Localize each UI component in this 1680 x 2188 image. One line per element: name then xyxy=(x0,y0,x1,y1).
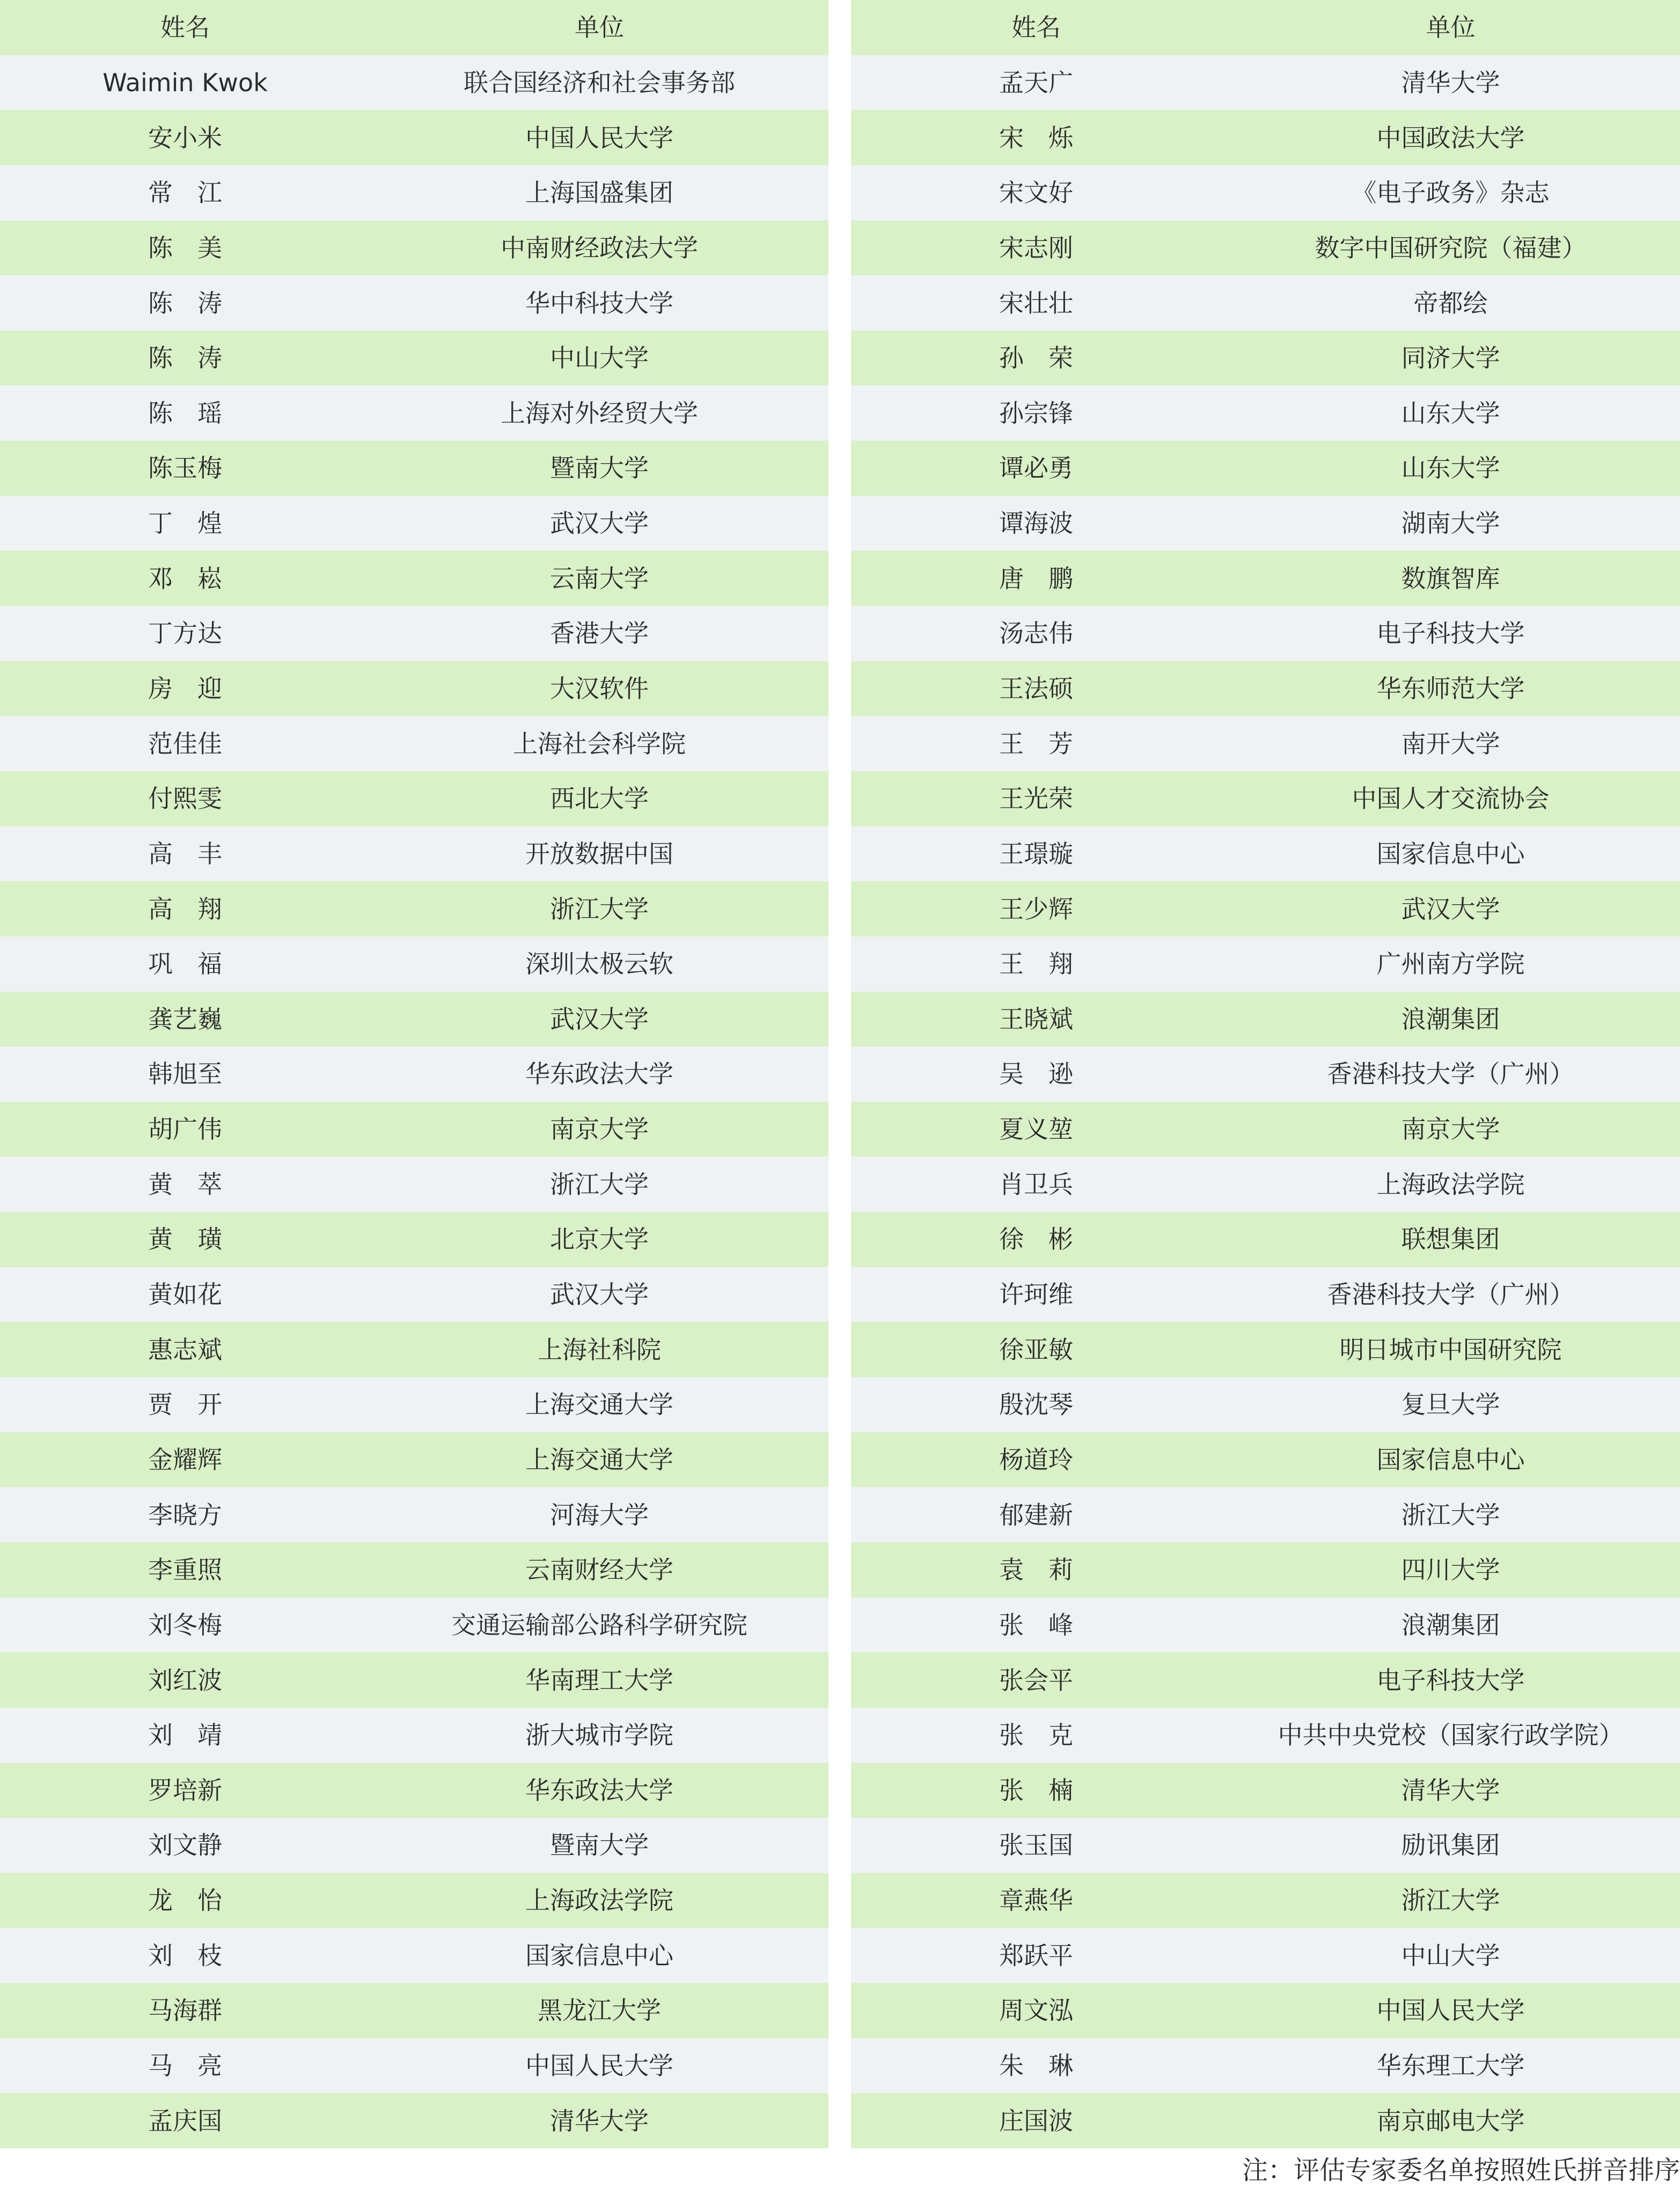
table-row xyxy=(851,496,1680,551)
table-row xyxy=(0,331,828,386)
expert-affiliation: 云南大学 xyxy=(550,566,649,591)
table-row xyxy=(0,1487,828,1542)
table-row xyxy=(851,551,1680,606)
expert-name: 孟天广 xyxy=(999,70,1073,95)
expert-affiliation: 励讯集团 xyxy=(1401,1833,1500,1858)
expert-name: 胡广伟 xyxy=(148,1117,222,1142)
table-row xyxy=(0,1708,828,1763)
table-row xyxy=(851,771,1680,826)
expert-name: 谭海波 xyxy=(999,511,1073,536)
expert-name: 巩 福 xyxy=(148,952,222,977)
table-row xyxy=(851,1267,1680,1322)
expert-affiliation: 武汉大学 xyxy=(550,1282,649,1307)
expert-name: 刘文静 xyxy=(148,1833,222,1858)
expert-affiliation: 浪潮集团 xyxy=(1401,1006,1500,1031)
expert-name: 许珂维 xyxy=(999,1282,1073,1307)
table-row xyxy=(851,1047,1680,1102)
table-row xyxy=(851,1763,1680,1818)
table-row xyxy=(851,1708,1680,1763)
expert-name: 唐 鹏 xyxy=(999,566,1073,591)
expert-name: 宋志刚 xyxy=(999,235,1073,260)
expert-name: 刘 枝 xyxy=(148,1943,222,1968)
table-row xyxy=(0,441,828,496)
expert-name: 徐亚敏 xyxy=(999,1337,1073,1362)
expert-affiliation: 中山大学 xyxy=(1401,1943,1500,1968)
table-header xyxy=(0,0,828,55)
expert-name: 金耀辉 xyxy=(148,1447,222,1472)
table-row xyxy=(0,55,828,111)
expert-affiliation: 上海对外经贸大学 xyxy=(501,400,698,426)
expert-name: Waimin Kwok xyxy=(102,70,268,95)
header-name: 姓名 xyxy=(160,15,210,40)
expert-name: 王少辉 xyxy=(999,896,1073,921)
expert-name: 高 翔 xyxy=(148,896,222,921)
expert-affiliation: 北京大学 xyxy=(550,1227,649,1252)
table-row xyxy=(851,1818,1680,1873)
table-row xyxy=(851,716,1680,771)
table-row xyxy=(0,826,828,882)
expert-affiliation: 清华大学 xyxy=(550,2108,649,2133)
expert-name: 袁 莉 xyxy=(999,1557,1073,1583)
expert-affiliation: 帝都绘 xyxy=(1413,290,1488,316)
expert-name: 黄 萃 xyxy=(148,1172,222,1197)
header-name: 姓名 xyxy=(1011,15,1061,40)
expert-affiliation: 广州南方学院 xyxy=(1376,952,1525,977)
expert-affiliation: 中南财经政法大学 xyxy=(501,235,698,260)
expert-affiliation: 上海国盛集团 xyxy=(525,180,673,206)
expert-name: 徐 彬 xyxy=(999,1227,1073,1252)
table-row xyxy=(0,716,828,771)
table-row xyxy=(0,606,828,661)
expert-name: 龚艺巍 xyxy=(148,1006,222,1031)
expert-affiliation: 武汉大学 xyxy=(550,511,649,536)
table-row xyxy=(0,992,828,1047)
expert-name: 陈 瑶 xyxy=(148,400,222,426)
table-row xyxy=(0,661,828,716)
table-row xyxy=(0,385,828,441)
expert-affiliation: 上海政法学院 xyxy=(525,1888,673,1913)
expert-affiliation: 浙江大学 xyxy=(1401,1888,1500,1913)
table-row xyxy=(0,2038,828,2094)
expert-name: 王光荣 xyxy=(999,786,1073,811)
expert-affiliation: 开放数据中国 xyxy=(525,841,673,866)
expert-affiliation: 上海政法学院 xyxy=(1376,1172,1525,1197)
table-row xyxy=(851,1598,1680,1653)
table-row xyxy=(0,551,828,606)
expert-name: 刘冬梅 xyxy=(148,1612,222,1637)
table-row xyxy=(0,1983,828,2038)
expert-affiliation: 西北大学 xyxy=(550,786,649,811)
expert-name: 宋文好 xyxy=(999,180,1073,206)
expert-name: 夏义堃 xyxy=(999,1117,1073,1142)
expert-table-right xyxy=(851,0,1680,2148)
table-row xyxy=(851,1542,1680,1598)
expert-affiliation: 黑龙江大学 xyxy=(538,1998,661,2023)
sort-note: 注：评估专家委名单按照姓氏拼音排序 xyxy=(1242,2155,1680,2185)
expert-name: 陈 涛 xyxy=(148,290,222,316)
expert-affiliation: 同济大学 xyxy=(1401,346,1500,371)
expert-affiliation: 华中科技大学 xyxy=(525,290,673,316)
expert-name: 李晓方 xyxy=(148,1502,222,1527)
expert-affiliation: 河海大学 xyxy=(550,1502,649,1527)
table-row xyxy=(851,441,1680,496)
table-row xyxy=(0,496,828,551)
expert-affiliation: 浙江大学 xyxy=(1401,1502,1500,1527)
table-row xyxy=(0,1377,828,1432)
expert-name: 张会平 xyxy=(999,1667,1073,1693)
table-row xyxy=(851,1928,1680,1983)
expert-name: 马 亮 xyxy=(148,2053,222,2079)
table-row xyxy=(0,1652,828,1708)
expert-name: 黄 璜 xyxy=(148,1227,222,1252)
table-row xyxy=(851,606,1680,661)
expert-affiliation: 深圳太极云软 xyxy=(525,952,673,977)
table-row xyxy=(0,1102,828,1157)
expert-name: 龙 怡 xyxy=(148,1888,222,1913)
table-row xyxy=(0,110,828,165)
expert-name: 陈 美 xyxy=(148,235,222,260)
header-unit: 单位 xyxy=(1426,15,1476,40)
expert-name: 周文泓 xyxy=(999,1998,1073,2023)
table-row xyxy=(0,1818,828,1873)
expert-name: 孙 荣 xyxy=(999,346,1073,371)
expert-affiliation: 南京邮电大学 xyxy=(1376,2108,1525,2133)
expert-name: 韩旭至 xyxy=(148,1062,222,1087)
table-row xyxy=(851,1377,1680,1432)
expert-name: 郁建新 xyxy=(999,1502,1073,1527)
expert-affiliation: 中山大学 xyxy=(550,346,649,371)
table-row xyxy=(0,1267,828,1322)
expert-affiliation: 数字中国研究院（福建） xyxy=(1315,235,1587,260)
expert-name: 王 芳 xyxy=(999,731,1073,756)
expert-name: 章燕华 xyxy=(999,1888,1073,1913)
table-row xyxy=(851,331,1680,386)
table-row xyxy=(0,1157,828,1212)
expert-affiliation: 浪潮集团 xyxy=(1401,1612,1500,1637)
expert-name: 宋壮壮 xyxy=(999,290,1073,316)
expert-affiliation: 国家信息中心 xyxy=(525,1943,673,1968)
expert-affiliation: 四川大学 xyxy=(1401,1557,1500,1583)
expert-name: 惠志斌 xyxy=(148,1337,222,1362)
expert-affiliation: 大汉软件 xyxy=(550,676,649,701)
expert-affiliation: 武汉大学 xyxy=(1401,896,1500,921)
expert-affiliation: 云南财经大学 xyxy=(525,1557,673,1583)
expert-name: 丁 煌 xyxy=(148,511,222,536)
expert-name: 李重照 xyxy=(148,1557,222,1583)
expert-affiliation: 《电子政务》杂志 xyxy=(1352,180,1550,206)
table-row xyxy=(851,1102,1680,1157)
table-row xyxy=(851,992,1680,1047)
expert-affiliation: 明日城市中国研究院 xyxy=(1339,1337,1562,1362)
table-row xyxy=(851,1873,1680,1928)
table-row xyxy=(0,2093,828,2148)
expert-affiliation: 复旦大学 xyxy=(1401,1392,1500,1417)
expert-affiliation: 华东师范大学 xyxy=(1376,676,1525,701)
table-row xyxy=(0,221,828,276)
expert-affiliation: 中国人民大学 xyxy=(525,125,673,150)
table-row xyxy=(0,1322,828,1377)
expert-name: 罗培新 xyxy=(148,1777,222,1803)
expert-name: 范佳佳 xyxy=(148,731,222,756)
expert-affiliation: 湖南大学 xyxy=(1401,511,1500,536)
expert-name: 王法硕 xyxy=(999,676,1073,701)
expert-affiliation: 电子科技大学 xyxy=(1376,1667,1525,1693)
table-row xyxy=(851,881,1680,936)
expert-affiliation: 香港科技大学（广州） xyxy=(1327,1062,1574,1087)
table-row xyxy=(851,1432,1680,1488)
expert-affiliation: 联想集团 xyxy=(1401,1227,1500,1252)
expert-affiliation: 南京大学 xyxy=(550,1117,649,1142)
expert-affiliation: 国家信息中心 xyxy=(1376,1447,1525,1472)
table-row xyxy=(851,1983,1680,2038)
expert-name: 贾 开 xyxy=(148,1392,222,1417)
expert-affiliation: 香港科技大学（广州） xyxy=(1327,1282,1574,1307)
expert-affiliation: 中国人民大学 xyxy=(525,2053,673,2079)
table-row xyxy=(851,2093,1680,2148)
expert-affiliation: 上海交通大学 xyxy=(525,1392,673,1417)
expert-affiliation: 南京大学 xyxy=(1401,1117,1500,1142)
expert-name: 朱 琳 xyxy=(999,2053,1073,2079)
expert-affiliation: 浙江大学 xyxy=(550,1172,649,1197)
table-row xyxy=(0,1598,828,1653)
expert-affiliation: 华南理工大学 xyxy=(525,1667,673,1693)
table-row xyxy=(0,771,828,826)
expert-name: 刘 靖 xyxy=(148,1723,222,1748)
header-unit: 单位 xyxy=(575,15,624,40)
table-row xyxy=(0,1873,828,1928)
table-row xyxy=(0,936,828,992)
expert-affiliation: 华东理工大学 xyxy=(1376,2053,1525,2079)
expert-name: 吴 逊 xyxy=(999,1062,1073,1087)
expert-name: 常 江 xyxy=(148,180,222,206)
expert-affiliation: 数旗智库 xyxy=(1401,566,1500,591)
expert-affiliation: 山东大学 xyxy=(1401,456,1500,481)
expert-name: 刘红波 xyxy=(148,1667,222,1693)
expert-affiliation: 上海社会科学院 xyxy=(513,731,686,756)
table-row xyxy=(851,55,1680,111)
expert-affiliation: 国家信息中心 xyxy=(1376,841,1525,866)
table-row xyxy=(851,385,1680,441)
table-row xyxy=(851,221,1680,276)
expert-name: 宋 烁 xyxy=(999,125,1073,150)
table-row xyxy=(851,826,1680,882)
expert-name: 王晓斌 xyxy=(999,1006,1073,1031)
expert-name: 付熙雯 xyxy=(148,786,222,811)
expert-name: 王璟璇 xyxy=(999,841,1073,866)
table-header xyxy=(851,0,1680,55)
table-row xyxy=(0,1928,828,1983)
expert-name: 黄如花 xyxy=(148,1282,222,1307)
expert-affiliation: 中国人民大学 xyxy=(1376,1998,1525,2023)
expert-name: 陈玉梅 xyxy=(148,456,222,481)
expert-affiliation: 山东大学 xyxy=(1401,400,1500,426)
expert-name: 张玉国 xyxy=(999,1833,1073,1858)
table-row xyxy=(851,1212,1680,1267)
table-row xyxy=(851,936,1680,992)
expert-name: 汤志伟 xyxy=(999,621,1073,646)
expert-affiliation: 香港大学 xyxy=(550,621,649,646)
table-row xyxy=(0,275,828,331)
expert-name: 张 楠 xyxy=(999,1777,1073,1803)
table-row xyxy=(851,1322,1680,1377)
expert-affiliation: 交通运输部公路科学研究院 xyxy=(451,1612,747,1637)
expert-affiliation: 中共中央党校（国家行政学院） xyxy=(1278,1723,1624,1748)
expert-name: 张 克 xyxy=(999,1723,1073,1748)
expert-name: 王 翔 xyxy=(999,952,1073,977)
table-row xyxy=(851,275,1680,331)
expert-affiliation: 中国政法大学 xyxy=(1376,125,1525,150)
expert-affiliation: 武汉大学 xyxy=(550,1006,649,1031)
expert-name: 马海群 xyxy=(148,1998,222,2023)
table-row xyxy=(851,1487,1680,1542)
table-row xyxy=(851,110,1680,165)
expert-name: 谭必勇 xyxy=(999,456,1073,481)
table-row xyxy=(851,2038,1680,2094)
expert-name: 郑跃平 xyxy=(999,1943,1073,1968)
table-row xyxy=(851,1157,1680,1212)
table-row xyxy=(0,1432,828,1488)
expert-affiliation: 暨南大学 xyxy=(550,1833,649,1858)
expert-name: 庄国波 xyxy=(999,2108,1073,2133)
expert-name: 殷沈琴 xyxy=(999,1392,1073,1417)
table-row xyxy=(0,1212,828,1267)
table-row xyxy=(0,1763,828,1818)
expert-name: 邓 崧 xyxy=(148,566,222,591)
expert-name: 高 丰 xyxy=(148,841,222,866)
table-row xyxy=(851,165,1680,221)
table-row xyxy=(0,1542,828,1598)
table-row xyxy=(0,165,828,221)
expert-affiliation: 浙大城市学院 xyxy=(525,1723,673,1748)
expert-affiliation: 电子科技大学 xyxy=(1376,621,1525,646)
expert-affiliation: 清华大学 xyxy=(1401,1777,1500,1803)
table-row xyxy=(0,1047,828,1102)
expert-name: 陈 涛 xyxy=(148,346,222,371)
expert-table-left xyxy=(0,0,828,2148)
expert-name: 肖卫兵 xyxy=(999,1172,1073,1197)
expert-affiliation: 上海交通大学 xyxy=(525,1447,673,1472)
expert-affiliation: 联合国经济和社会事务部 xyxy=(464,70,735,95)
expert-affiliation: 清华大学 xyxy=(1401,70,1500,95)
expert-name: 杨道玲 xyxy=(999,1447,1073,1472)
expert-name: 张 峰 xyxy=(999,1612,1073,1637)
expert-affiliation: 上海社科院 xyxy=(538,1337,661,1362)
table-row xyxy=(0,881,828,936)
expert-affiliation: 浙江大学 xyxy=(550,896,649,921)
expert-name: 房 迎 xyxy=(148,676,222,701)
table-row xyxy=(851,661,1680,716)
expert-affiliation: 南开大学 xyxy=(1401,731,1500,756)
expert-affiliation: 华东政法大学 xyxy=(525,1062,673,1087)
expert-name: 丁方达 xyxy=(148,621,222,646)
expert-name: 孟庆国 xyxy=(148,2108,222,2133)
expert-name: 安小米 xyxy=(148,125,222,150)
expert-affiliation: 中国人才交流协会 xyxy=(1352,786,1550,811)
expert-affiliation: 暨南大学 xyxy=(550,456,649,481)
table-row xyxy=(851,1652,1680,1708)
expert-name: 孙宗锋 xyxy=(999,400,1073,426)
expert-affiliation: 华东政法大学 xyxy=(525,1777,673,1803)
